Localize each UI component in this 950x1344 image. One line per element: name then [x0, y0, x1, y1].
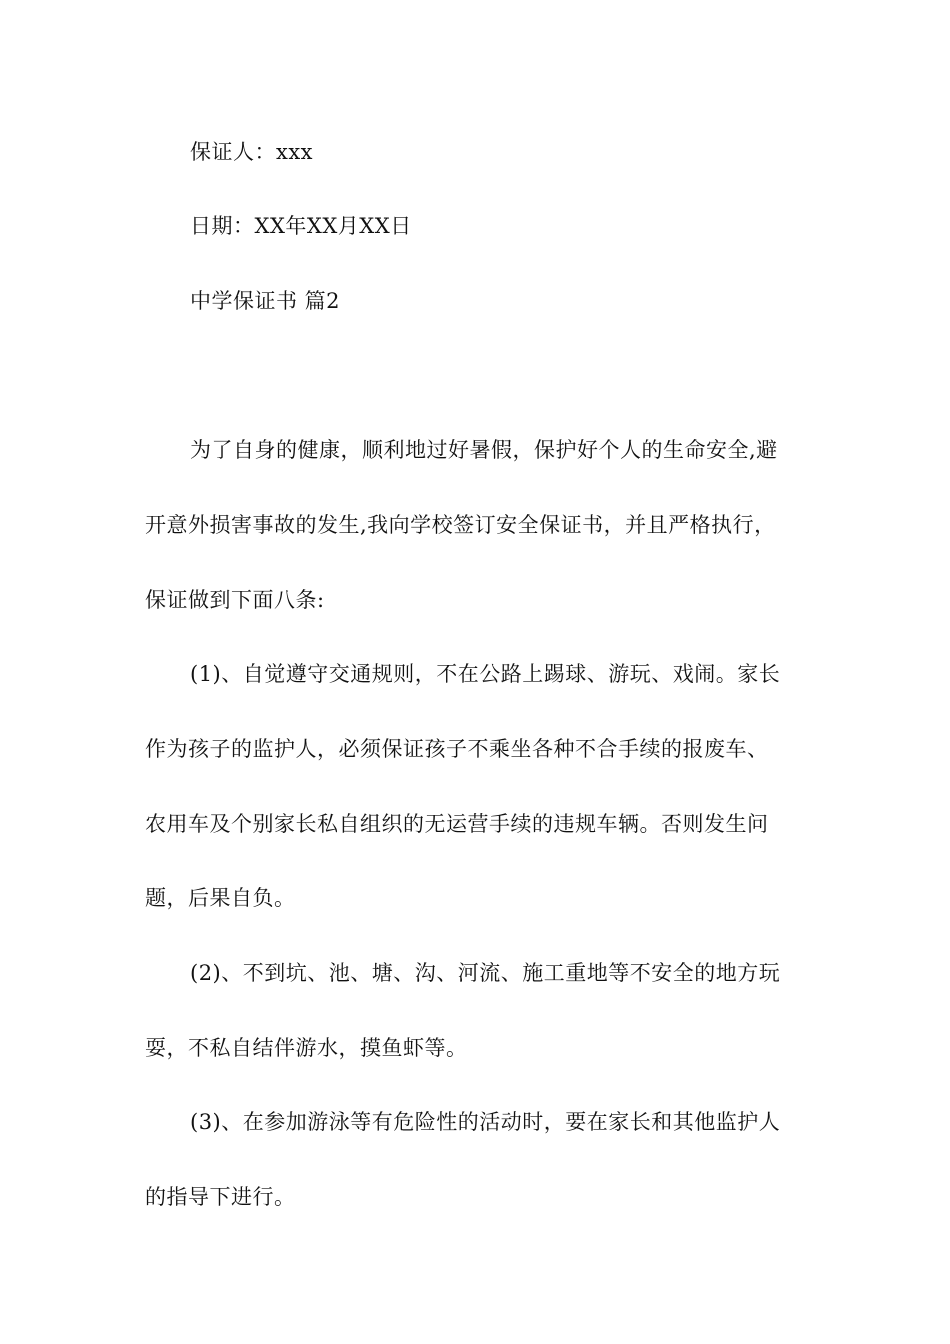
paragraph-line: 题，后果自负。 [145, 886, 296, 910]
paragraph-line: 开意外损害事故的发生,我向学校签订安全保证书，并且严格执行， [145, 513, 776, 537]
paragraph-line: (1)、自觉遵守交通规则，不在公路上踢球、游玩、戏闹。家长 [190, 662, 781, 686]
paragraph-line: 为了自身的健康，顺利地过好暑假，保护好个人的生命安全,避 [190, 438, 778, 462]
paragraph-line: 保证做到下面八条: [145, 588, 325, 612]
paragraph-line: 耍，不私自结伴游水，摸鱼虾等。 [145, 1036, 468, 1060]
section-title: 中学保证书 篇2 [190, 289, 341, 313]
paragraph-line: 农用车及个别家长私自组织的无运营手续的违规车辆。否则发生问 [145, 812, 769, 836]
paragraph-line: (3)、在参加游泳等有危险性的活动时，要在家长和其他监护人 [190, 1110, 781, 1134]
paragraph-line: 作为孩子的监护人，必须保证孩子不乘坐各种不合手续的报废车、 [145, 737, 769, 761]
paragraph-line: 的指导下进行。 [145, 1185, 296, 1209]
guarantor-line: 保证人：xxx [190, 140, 314, 164]
paragraph-line: (2)、不到坑、池、塘、沟、河流、施工重地等不安全的地方玩 [190, 961, 781, 985]
date-line: 日期：XX年XX月XX日 [190, 214, 412, 238]
